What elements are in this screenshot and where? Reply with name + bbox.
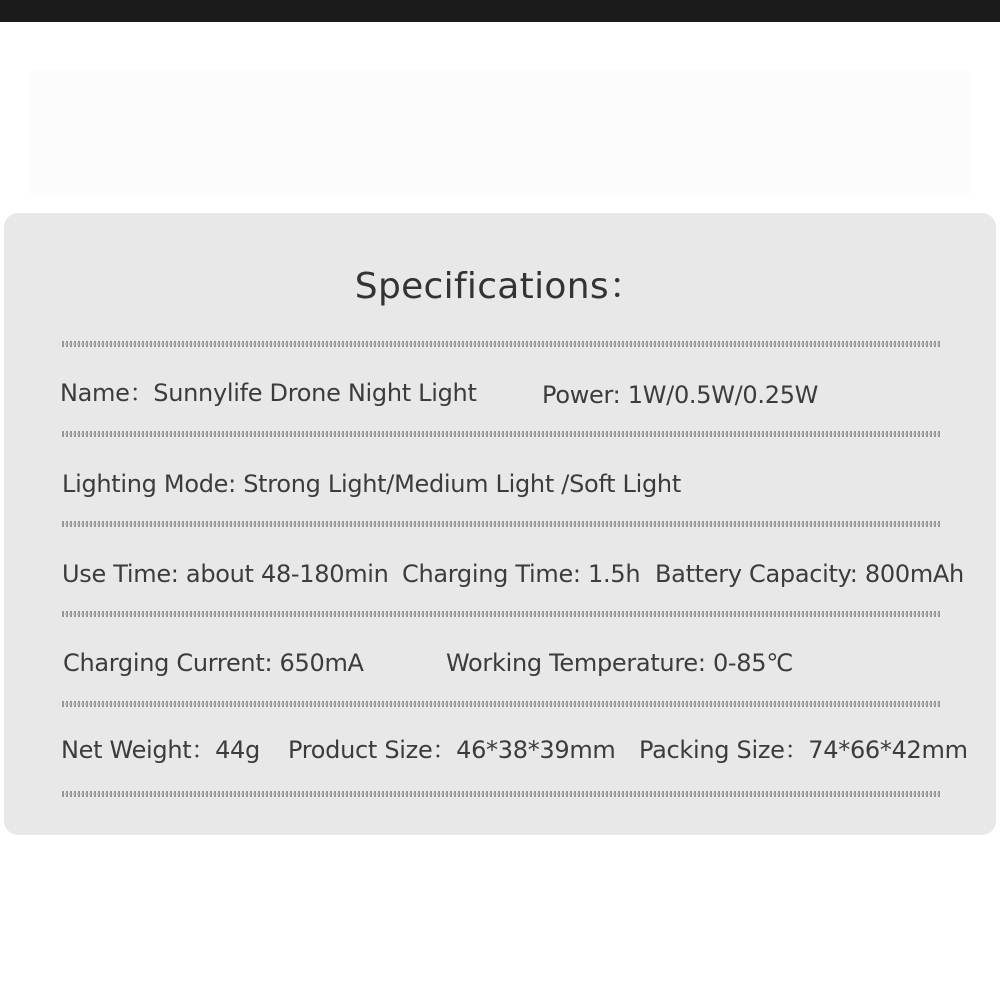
spec-lighting-mode: Lighting Mode: Strong Light/Medium Light /Soft Light [62,470,681,498]
spec-battery-capacity: Battery Capacity: 800mAh [655,560,964,588]
divider [62,611,940,617]
spec-product-size: Product Size：46*38*39mm [288,736,616,764]
divider [62,701,940,707]
spec-packing-size: Packing Size：74*66*42mm [639,736,968,764]
spec-charging-current: Charging Current: 650mA [63,649,364,677]
divider [62,791,940,797]
specifications-title: Specifications： [354,266,646,307]
top-dark-bar [0,0,1000,22]
spec-use-time: Use Time: about 48-180min [62,560,389,588]
spec-name: Name：Sunnylife Drone Night Light [60,379,477,407]
spec-net-weight: Net Weight：44g [61,736,260,764]
divider [62,431,940,437]
spec-working-temperature: Working Temperature: 0-85℃ [446,649,793,677]
spec-power: Power: 1W/0.5W/0.25W [542,381,819,409]
spec-charging-time: Charging Time: 1.5h [402,560,641,588]
divider [62,521,940,527]
background-band [30,70,970,195]
divider [62,341,940,347]
